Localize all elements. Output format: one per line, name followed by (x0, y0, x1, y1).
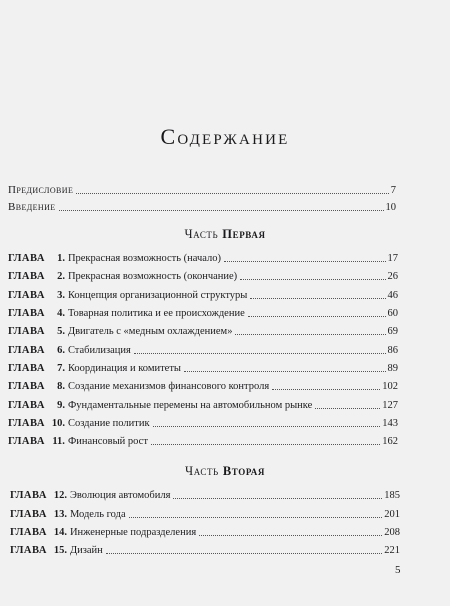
toc-chapter-entry (10, 545, 400, 556)
chapter-word: ГЛАВА (8, 363, 45, 374)
part-prefix: Часть (184, 464, 219, 478)
toc-chapter-entry (8, 381, 398, 392)
chapter-number: 8. (57, 381, 65, 392)
chapter-word: ГЛАВА (10, 545, 47, 556)
dot-leader (240, 279, 385, 280)
chapter-word: ГЛАВА (10, 509, 47, 520)
chapter-title: Прекрасная возможность (начало) (67, 253, 222, 264)
chapter-word: ГЛАВА (8, 381, 45, 392)
dot-leader (250, 298, 385, 299)
page-ref: 10 (385, 202, 396, 213)
chapter-title: Двигатель с «медным охлаждением» (67, 326, 233, 337)
toc-chapter-entry (10, 509, 400, 520)
dot-leader (184, 371, 386, 372)
chapter-word: ГЛАВА (10, 527, 47, 538)
chapter-word: ГЛАВА (8, 253, 45, 264)
page-ref: 162 (382, 436, 398, 447)
chapter-title: Финансовый рост (67, 436, 148, 447)
page-ref: 26 (387, 271, 398, 282)
toc-chapter-entry (8, 436, 398, 447)
toc-chapter-entry (8, 253, 398, 264)
chapter-number: 13. (53, 509, 67, 520)
dot-leader (199, 535, 382, 536)
chapter-title: Создание политик (67, 418, 150, 429)
toc-chapter-entry (8, 400, 398, 411)
chapter-word: ГЛАВА (8, 290, 45, 301)
toc-chapter-entry (8, 363, 398, 374)
dot-leader (59, 210, 384, 211)
page-ref: 17 (387, 253, 398, 264)
chapter-number: 1. (57, 253, 65, 264)
page-ref: 46 (387, 290, 398, 301)
toc-front-entry (8, 184, 396, 196)
part-heading (0, 464, 450, 479)
chapter-title: Дизайн (69, 545, 103, 556)
dot-leader (153, 426, 381, 427)
chapter-word: ГЛАВА (8, 326, 45, 337)
dot-leader (235, 334, 385, 335)
toc-chapter-entry (8, 345, 398, 356)
part-name: Вторая (222, 464, 265, 478)
chapter-number: 5. (57, 326, 65, 337)
toc-chapter-entry (8, 418, 398, 429)
toc-chapter-entry (8, 326, 398, 337)
dot-leader (76, 193, 388, 194)
dot-leader (106, 553, 382, 554)
chapter-word: ГЛАВА (10, 490, 47, 501)
page-ref: 69 (387, 326, 398, 337)
chapter-number: 15. (53, 545, 67, 556)
chapter-title: Прекрасная возможность (окончание) (67, 271, 238, 282)
page-ref: 7 (390, 185, 396, 196)
page-ref: 86 (387, 345, 398, 356)
page-ref: 221 (384, 545, 400, 556)
page-ref: 143 (382, 418, 398, 429)
chapter-number: 2. (57, 271, 65, 282)
chapter-title: Координация и комитеты (67, 363, 181, 374)
chapter-number: 3. (57, 290, 65, 301)
dot-leader (248, 316, 386, 317)
chapter-title: Создание механизмов финансового контроля (67, 381, 270, 392)
front-label: Введение (8, 201, 56, 213)
chapter-word: ГЛАВА (8, 308, 45, 319)
chapter-word: ГЛАВА (8, 400, 45, 411)
chapter-title: Фундаментальные перемены на автомобильном рынке (67, 400, 313, 411)
toc-chapter-entry (10, 527, 400, 538)
chapter-word: ГЛАВА (8, 436, 45, 447)
chapter-number: 4. (57, 308, 65, 319)
part-prefix: Часть (184, 227, 219, 241)
chapter-number: 14. (53, 527, 67, 538)
dot-leader (272, 389, 380, 390)
front-label: Предисловие (8, 184, 74, 196)
dot-leader (134, 353, 386, 354)
page-ref: 201 (384, 509, 400, 520)
chapter-title: Стабилизация (67, 345, 131, 356)
chapter-title: Модель года (69, 509, 126, 520)
dot-leader (129, 517, 383, 518)
dot-leader (151, 444, 380, 445)
dot-leader (224, 261, 385, 262)
page-ref: 102 (382, 381, 398, 392)
page-ref: 89 (387, 363, 398, 374)
toc-chapter-entry (8, 271, 398, 282)
chapter-word: ГЛАВА (8, 271, 45, 282)
chapter-word: ГЛАВА (8, 345, 45, 356)
chapter-title: Эволюция автомобиля (69, 490, 171, 501)
page-ref: 60 (387, 308, 398, 319)
chapter-title: Инженерные подразделения (69, 527, 197, 538)
chapter-number: 11. (52, 436, 65, 447)
dot-leader (315, 408, 380, 409)
page-number: 5 (395, 564, 401, 576)
page-ref: 127 (382, 400, 398, 411)
chapter-number: 12. (53, 490, 67, 501)
chapter-title: Товарная политика и ее происхождение (67, 308, 245, 319)
chapter-number: 10. (51, 418, 65, 429)
chapter-title: Концепция организационной структуры (67, 290, 248, 301)
part-name: Первая (222, 227, 266, 241)
part-heading (0, 227, 450, 242)
chapter-number: 6. (57, 345, 65, 356)
toc-chapter-entry (8, 308, 398, 319)
page-title: Содержание (160, 124, 290, 149)
page-ref: 208 (384, 527, 400, 538)
page-ref: 185 (384, 490, 400, 501)
toc-chapter-entry (10, 490, 400, 501)
chapter-word: ГЛАВА (8, 418, 45, 429)
chapter-number: 7. (57, 363, 65, 374)
toc-chapter-entry (8, 290, 398, 301)
toc-front-entry (8, 201, 396, 213)
chapter-number: 9. (57, 400, 65, 411)
dot-leader (173, 498, 382, 499)
